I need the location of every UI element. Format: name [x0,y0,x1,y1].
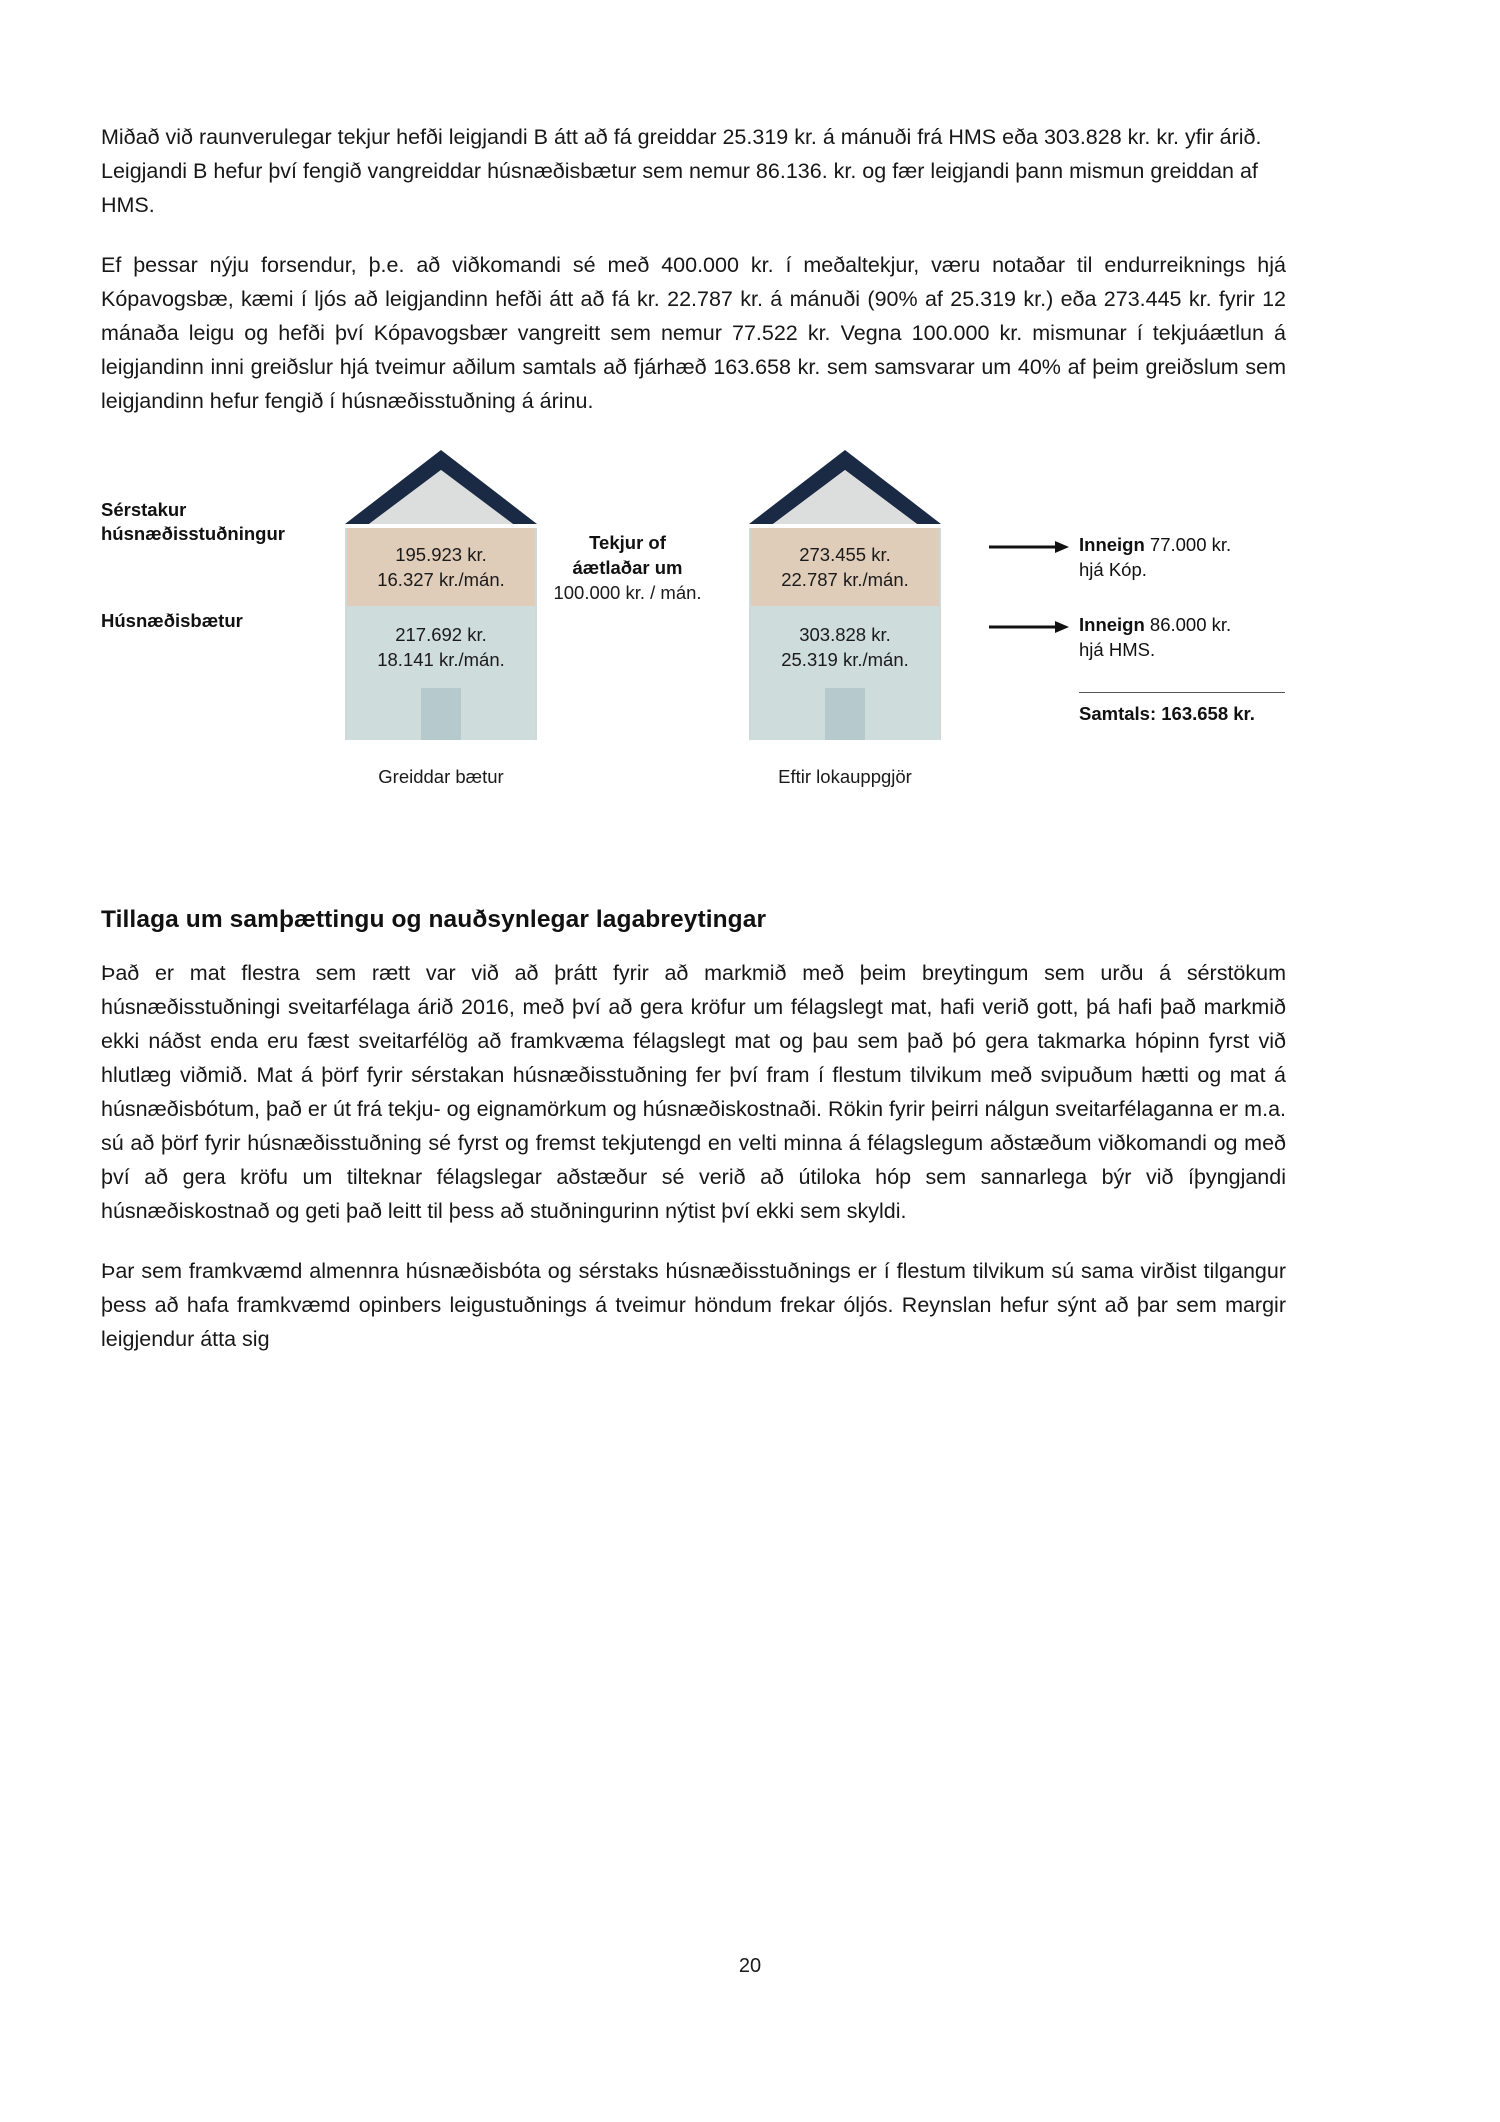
door-shape [825,688,865,740]
house-paid-benefits [343,446,539,788]
amount-monthly: 22.787 kr./mán. [781,569,909,590]
paragraph-1: Miðað við raunverulegar tekjur hefði leigjandi B átt að fá greiddar 25.319 kr. á mánuði frá HMS eða 303.828 kr. kr. yfir árið. Leigjandi B hefur því fengið vangreiddar húsnæðisbætur sem nemur 86.136. kr. og fær leigjandi þann mismun greiddan af HMS. [101,125,1262,217]
roof-icon [747,446,943,528]
amount-monthly: 18.141 kr./mán. [377,649,505,670]
callout-hms [1079,612,1299,662]
arrow-right-icon [989,540,1069,554]
section-paragraph-2: Þar sem framkvæmd almennra húsnæðisbóta og sérstaks húsnæðisstuðnings er í flestum tilvikum sú sama virðist tilgangur þess að hafa framkvæmd opinbers leigustuðnings á tveimur höndum frekar óljós. Reynslan hefur sýnt að þar sem margir leigjendur átta sig [101,1259,1286,1351]
middle-note-subtitle: 100.000 kr. / mán. [553,582,702,603]
amount-yearly: 195.923 kr. [395,544,487,565]
segment-amounts [347,622,535,672]
house-caption: Eftir lokauppgjör [778,766,912,787]
figure-callouts [1079,532,1299,725]
amount-monthly: 16.327 kr./mán. [377,569,505,590]
house-caption: Greiddar bætur [378,766,504,787]
house-body [749,528,941,740]
house-body [345,528,537,740]
totals-divider [1079,692,1285,693]
arrow-right-icon [989,620,1069,634]
section-paragraph-1: Það er mat flestra sem rætt var við að þrátt fyrir að markmið með þeim breytingum sem urðu á sérstökum húsnæðisstuðningi sveitarfélaga árið 2016, með því að gera kröfur um félagslegt mat, hafi verið gott, þá hafi það markmið ekki náðst enda eru fæst sveitarfélög að framkvæma félagslegt mat og þau sem það þó gera takmarka hópinn fyrst við hlutlæg viðmið. Mat á þörf fyrir sérstakan húsnæðisstuðning fer því fram í flestum tilvikum með svipuðum hætti og mat á húsnæðisbótum, það er út frá tekju- og eignamörkum og húsnæðiskostnaði. Rökin fyrir þeirri nálgun sveitarfélaganna er m.a. sú að þörf fyrir húsnæðisstuðning sé fyrst og fremst tekjutengd en velti minna á félagslegum aðstæðum viðkomandi og með því að gera kröfu um tilteknar félagslegar aðstæður sé verið að útiloka hóp sem sannarlega býr við íþyngjandi húsnæðiskostnað og geti það leitt til þess að stuðningurinn nýtist því ekki sem skyldi. [101,961,1286,1223]
callout-second-line: hjá Kóp. [1079,559,1147,580]
amount-yearly: 217.692 kr. [395,624,487,645]
house-after-settlement [747,446,943,788]
section-heading: Tillaga um samþættingu og nauðsynlegar lagabreytingar [101,906,767,933]
callout-kopavogur [1079,532,1299,582]
callout-value: 77.000 kr. [1144,534,1232,555]
callout-value: 86.000 kr. [1144,614,1232,635]
housing-support-figure [101,446,1286,866]
door-shape [421,688,461,740]
roof-icon [343,446,539,528]
amount-yearly: 303.828 kr. [799,624,891,645]
callout-second-line: hjá HMS. [1079,639,1156,660]
paragraph-2: Ef þessar nýju forsendur, þ.e. að viðkomandi sé með 400.000 kr. í meðaltekjur, væru notaðar til endurreiknings hjá Kópavogsbæ, kæmi í ljós að leigjandinn hefði átt að fá kr. 22.787 kr. á mánuði (90% af 25.319 kr.) eða 273.445 kr. fyrir 12 mánaða leigu og hefði því Kópavogsbær vangreitt sem nemur 77.522 kr. Vegna 100.000 kr. mismunar í tekjuáætlun á leigjandinn inni greiðslur hjá tveimur aðilum samtals að fjárhæð 163.658 kr. sem samsvarar um 40% af þeim greiðslum sem leigjandinn hefur fengið í húsnæðisstuðning á árinu. [101,253,1286,413]
label-special-support: Sérstakur húsnæðisstuðningur [101,499,285,544]
page-number: 20 [738,1955,762,1977]
middle-note-title: Tekjur of áætlaðar um [572,532,683,578]
amount-monthly: 25.319 kr./mán. [781,649,909,670]
middle-note [515,530,740,605]
segment-housing-benefits [751,606,939,740]
page-content [101,120,1286,1382]
segment-housing-benefits [347,606,535,740]
callout-label: Inneign [1079,534,1145,555]
amount-yearly: 273.455 kr. [799,544,891,565]
callout-label: Inneign [1079,614,1145,635]
segment-amounts [751,622,939,672]
label-housing-benefits: Húsnæðisbætur [101,610,243,631]
callout-text [1079,532,1299,582]
totals-text: Samtals: 163.658 kr. [1079,703,1255,724]
segment-special-support [347,528,535,606]
callout-text [1079,612,1299,662]
segment-special-support [751,528,939,606]
